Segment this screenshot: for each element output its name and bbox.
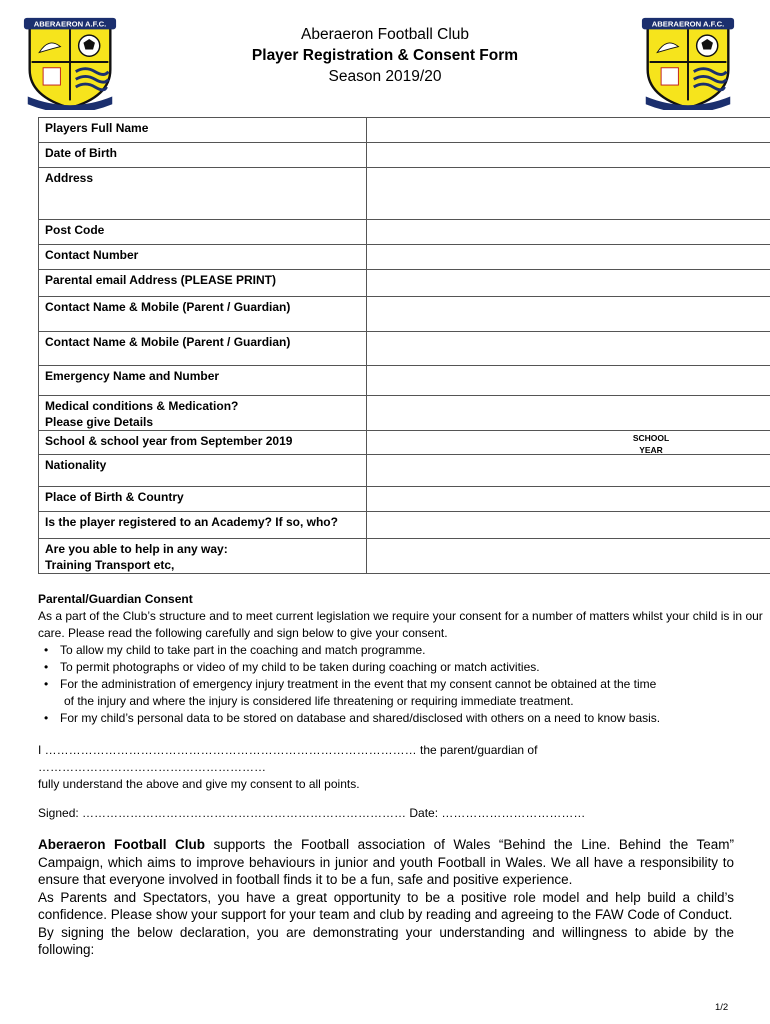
help-label-2: Training Transport etc, bbox=[45, 558, 175, 572]
form-row bbox=[39, 270, 770, 297]
row-label: Is the player registered to an Academy? If so, who? bbox=[39, 512, 367, 539]
row-label bbox=[39, 539, 367, 574]
row-label: Players Full Name bbox=[39, 118, 367, 143]
row-label: Emergency Name and Number bbox=[39, 366, 367, 396]
consent-item: • For the administration of emergency injury treatment in the event that my consent cannot be obtained at the time of the injury and where the injury is considered life threatening or requiring immediate treatment. bbox=[60, 676, 764, 710]
row-label: Parental email Address (PLEASE PRINT) bbox=[39, 270, 367, 297]
medical-field[interactable] bbox=[367, 396, 770, 431]
medical-label: Medical conditions & Medication? bbox=[45, 399, 239, 413]
place-of-birth-field[interactable] bbox=[367, 487, 770, 512]
contact-1-field[interactable] bbox=[367, 297, 770, 332]
registration-table bbox=[38, 117, 770, 574]
row-label: Address bbox=[39, 168, 367, 220]
faw-paragraph-1: Aberaeron Football Club supports the Football association of Wales “Behind the Line. Behind the Team” Campaign, which aims to improve behaviours in junior and youth Football in Wales. We all have a responsibility to ensure that everyone involved in football finds it to be a fun, safe and positive experience. bbox=[38, 837, 734, 887]
form-row bbox=[39, 539, 770, 574]
form-row bbox=[39, 168, 770, 220]
nationality-field[interactable] bbox=[367, 455, 770, 487]
medical-label-2: Please give Details bbox=[45, 415, 154, 429]
row-label: School & school year from September 2019 bbox=[39, 431, 367, 455]
row-label: Place of Birth & Country bbox=[39, 487, 367, 512]
signed-date-line[interactable]: Signed: ……………………………………………………………………… Date: ……………………………… bbox=[38, 806, 586, 820]
club-name: Aberaeron Football Club bbox=[300, 26, 470, 43]
address-field[interactable] bbox=[367, 168, 770, 220]
consent-item: • For my child’s personal data to be stored on database and shared/disclosed with others on a need to know basis. bbox=[60, 710, 764, 727]
row-label: Contact Name & Mobile (Parent / Guardian) bbox=[39, 297, 367, 332]
consent-item-cont: of the injury and where the injury is considered life threatening or requiring immediate treatment. bbox=[64, 694, 574, 708]
contact-number-field[interactable] bbox=[367, 245, 770, 270]
consent-title: Parental/Guardian Consent bbox=[38, 592, 193, 606]
consent-item: • To allow my child to take part in the coaching and match programme. bbox=[60, 642, 764, 659]
emergency-contact-field[interactable] bbox=[367, 366, 770, 396]
form-row bbox=[39, 143, 770, 168]
contact-2-field[interactable] bbox=[367, 332, 770, 366]
form-title: Player Registration & Consent Form bbox=[251, 47, 519, 64]
row-label: Contact Name & Mobile (Parent / Guardian) bbox=[39, 332, 367, 366]
faw-statement bbox=[38, 836, 734, 959]
svg-text:ABERAERON A.F.C.: ABERAERON A.F.C. bbox=[33, 19, 107, 29]
guardian-line[interactable]: I ………………………………………………………………………………… the parent/guardian of ………………………………………………… bbox=[38, 743, 538, 774]
form-row bbox=[39, 512, 770, 539]
form-row bbox=[39, 366, 770, 396]
form-row bbox=[39, 118, 770, 143]
form-row bbox=[39, 487, 770, 512]
row-label: Nationality bbox=[39, 455, 367, 487]
form-row bbox=[39, 431, 770, 455]
consent-intro: As a part of the Club’s structure and to meet current legislation we require your consent for a number of matters whilst your child is in our care. Please read the following carefully and sign below to give your consent. bbox=[38, 609, 763, 640]
page-number: 1/2 bbox=[715, 1002, 729, 1013]
post-code-field[interactable] bbox=[367, 220, 770, 245]
form-row bbox=[39, 455, 770, 487]
help-label: Are you able to help in any way: bbox=[45, 542, 228, 556]
svg-text:ABERAERON A.F.C.: ABERAERON A.F.C. bbox=[651, 19, 725, 29]
row-label: Post Code bbox=[39, 220, 367, 245]
declaration-lines bbox=[38, 742, 764, 793]
faw-paragraph-2: As Parents and Spectators, you have a great opportunity to be a positive role model and help build a child’s confidence. Please show your support for your team and club by reading and agreeing to the FAW Code of Conduct. bbox=[38, 889, 734, 922]
consent-section bbox=[38, 591, 764, 727]
row-label bbox=[39, 396, 367, 431]
parental-email-field[interactable] bbox=[367, 270, 770, 297]
form-row bbox=[39, 220, 770, 245]
consent-item: • To permit photographs or video of my child to be taken during coaching or match activities. bbox=[60, 659, 764, 676]
form-header bbox=[0, 24, 770, 87]
date-of-birth-field[interactable] bbox=[367, 143, 770, 168]
school-field[interactable] bbox=[367, 431, 770, 455]
school-year-label: SCHOOL YEAR bbox=[632, 433, 670, 455]
row-label: Contact Number bbox=[39, 245, 367, 270]
form-row bbox=[39, 332, 770, 366]
row-label: Date of Birth bbox=[39, 143, 367, 168]
form-row bbox=[39, 396, 770, 431]
help-field[interactable] bbox=[367, 539, 770, 574]
form-row bbox=[39, 245, 770, 270]
declaration-text: fully understand the above and give my consent to all points. bbox=[38, 777, 360, 791]
form-row bbox=[39, 297, 770, 332]
consent-list bbox=[38, 642, 764, 727]
academy-field[interactable] bbox=[367, 512, 770, 539]
faw-paragraph-3: By signing the below declaration, you are demonstrating your understanding and willingness to abide by the following: bbox=[38, 924, 734, 957]
season-label: Season 2019/20 bbox=[328, 68, 442, 85]
full-name-field[interactable] bbox=[367, 118, 770, 143]
